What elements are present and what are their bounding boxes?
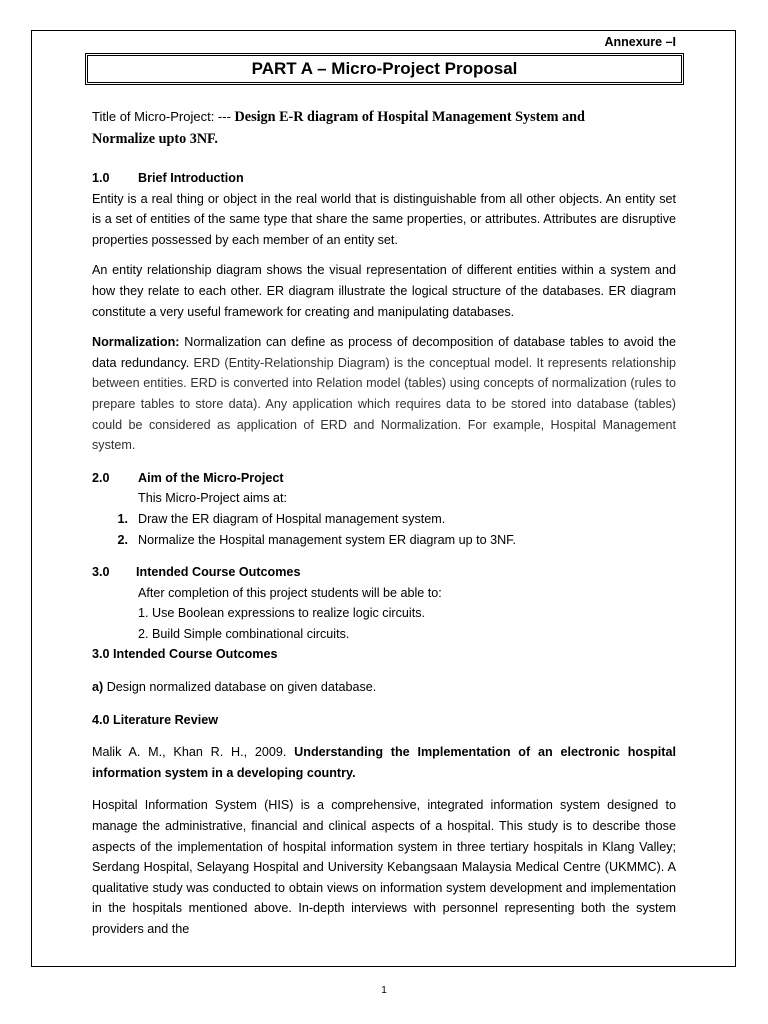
list-text: Normalize the Hospital management system ER diagram up to 3NF. <box>138 532 516 547</box>
literature-paragraph: Hospital Information System (HIS) is a comprehensive, integrated information system designed to manage the administrative, financial and clinical aspects of a hospital. This study is to describe those aspects of the implementation of hospital information system in three tertiary hospitals in Klang Valley; Serdang Hospital, Selayang Hospital and University Kebangsaan Malaysia Medical Centre (UKMMC). A qualitative study was conducted to obtain views on information system development and implementation in the hospitals mentioned above. In-depth interviews with personnel representing both the system providers and the <box>92 798 676 936</box>
outcome-item: 1. Use Boolean expressions to realize logic circuits. <box>138 606 425 621</box>
project-title <box>92 106 676 150</box>
section-number: 2.0 <box>92 470 110 485</box>
outcome-a <box>92 677 676 698</box>
outcomes-heading-repeat: 3.0 Intended Course Outcomes <box>92 647 278 662</box>
section-number: 3.0 <box>92 565 110 580</box>
aim-lead: This Micro-Project aims at: <box>138 491 288 506</box>
normalization-label: Normalization: <box>92 335 180 350</box>
annexure-label: Annexure –I <box>604 35 676 49</box>
intro-paragraph-2: An entity relationship diagram shows the visual representation of different entities within a system and how they relate to each other. ER diagram illustrate the logical structure of the databases. ER diagram constitute a very useful framework for creating and manipulating databases. <box>92 263 676 319</box>
literature-citation <box>92 742 676 783</box>
outcome-a-label: a) <box>92 680 104 695</box>
section-title: Intended Course Outcomes <box>136 565 301 580</box>
list-item <box>92 509 676 530</box>
document-body <box>92 106 676 940</box>
section-heading-outcomes <box>92 562 676 583</box>
section-title: Aim of the Micro-Project <box>138 470 284 485</box>
citation-title: Understanding the Implementation of an electronic hospital information system in a developing country. <box>92 745 676 780</box>
page-number: 1 <box>381 985 387 996</box>
literature-heading: 4.0 Literature Review <box>92 712 218 727</box>
project-title-label: Title of Micro-Project: --- <box>92 109 235 124</box>
project-title-text-line2: Normalize upto 3NF. <box>92 131 218 147</box>
normalization-text-continued: ERD (Entity-Relationship Diagram) is the conceptual model. It represents relationship between entities. ERD is converted into Relation model (tables) using concepts of normalization (rules to prepare tables to store data). Any application which requires data to be stored into database (tables) could be considered as application of ERD and Normalization. For example, Hospital Management system. <box>92 355 677 453</box>
section-number: 1.0 <box>92 171 110 185</box>
list-text: Draw the ER diagram of Hospital management system. <box>138 511 446 526</box>
list-item <box>92 530 676 551</box>
outcome-a-text: Design normalized database on given database. <box>103 680 377 695</box>
aim-list <box>92 509 676 550</box>
normalization-text: Normalization can define as process of decomposition of database tables to avoid the data redundancy. <box>92 335 676 370</box>
list-number: 2. <box>117 532 128 547</box>
section-title: Brief Introduction <box>138 171 244 185</box>
outcome-item: 2. Build Simple combinational circuits. <box>138 626 350 641</box>
page-title: PART A – Micro-Project Proposal <box>85 53 684 85</box>
section-heading-aim <box>92 468 676 489</box>
citation-authors: Malik A. M., Khan R. H., 2009. <box>92 745 295 760</box>
section-heading-intro <box>92 168 676 189</box>
project-title-text-line1: Design E-R diagram of Hospital Management System and <box>234 109 585 125</box>
list-number: 1. <box>117 511 128 526</box>
intro-paragraph-1: Entity is a real thing or object in the real world that is distinguishable from all other objects. An entity set is a set of entities of the same type that share the same properties, or attributes. Attributes are disruptive properties possessed by each member of an entity set. <box>92 191 676 247</box>
outcomes-lead: After completion of this project students will be able to: <box>138 585 442 600</box>
normalization-paragraph <box>92 332 676 456</box>
